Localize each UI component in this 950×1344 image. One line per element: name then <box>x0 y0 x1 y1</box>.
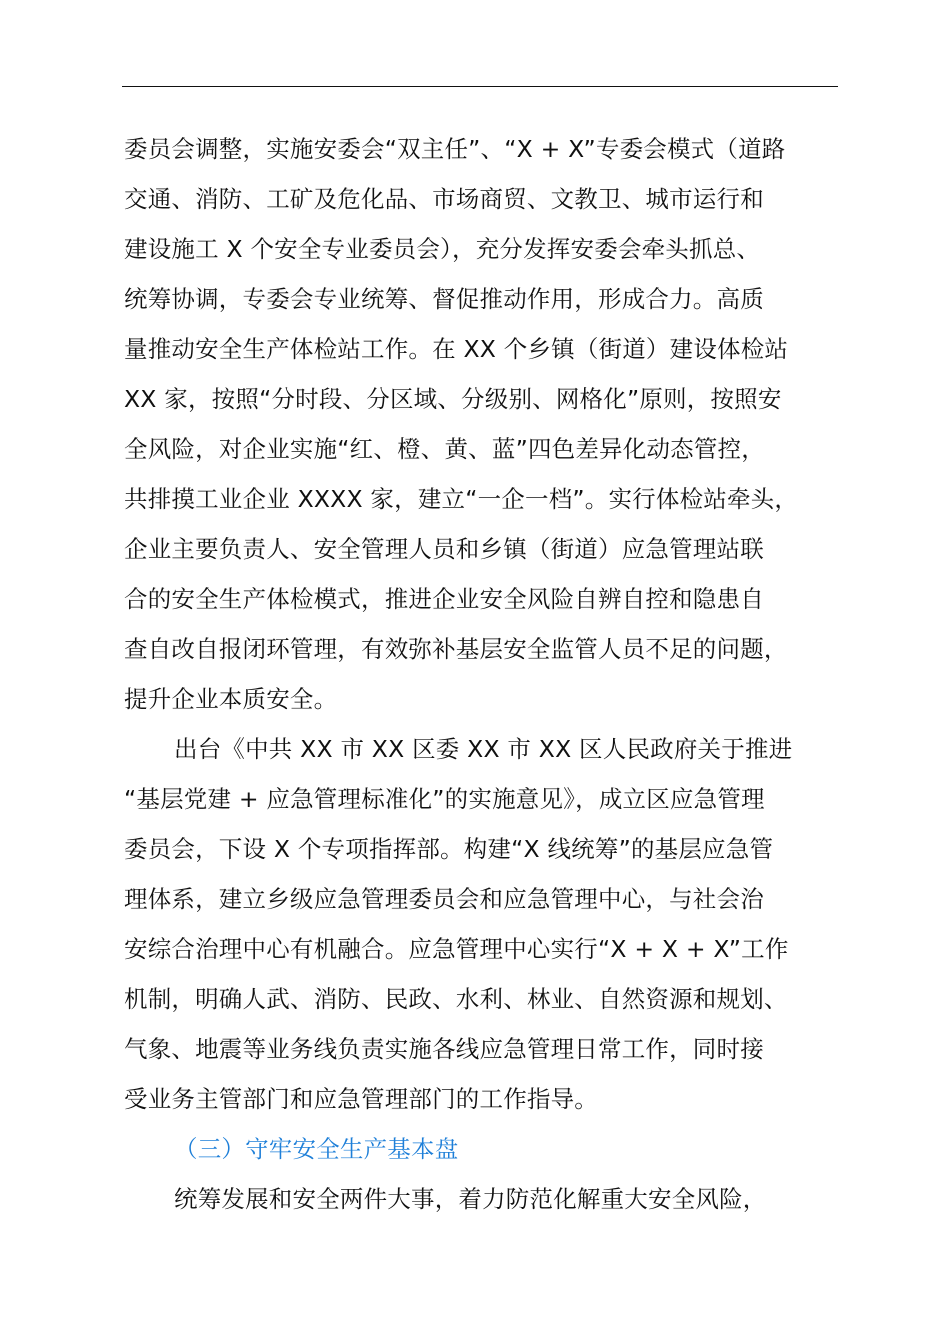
text-line: 共排摸工业企业 XXXX 家，建立“一企一档”。实行体检站牵头， <box>124 485 799 513</box>
text-line: 委员会调整，实施安委会“双主任”、“X + X”专委会模式（道路 <box>124 135 786 163</box>
text-line: 机制，明确人武、消防、民政、水利、林业、自然资源和规划、 <box>124 985 788 1013</box>
text-line: 企业主要负责人、安全管理人员和乡镇（街道）应急管理站联 <box>124 535 764 563</box>
paragraph-2 <box>124 724 860 1124</box>
text-line: 合的安全生产体检模式，推进企业安全风险自辨自控和隐患自 <box>124 585 764 613</box>
text-line: 受业务主管部门和应急管理部门的工作指导。 <box>124 1085 598 1113</box>
text-line: 统筹发展和安全两件大事，着力防范化解重大安全风险， <box>174 1185 767 1213</box>
paragraph-3 <box>124 1174 860 1224</box>
text-line: 委员会，下设 X 个专项指挥部。构建“X 线统筹”的基层应急管 <box>124 835 774 863</box>
text-line: 查自改自报闭环管理，有效弥补基层安全监管人员不足的问题， <box>124 635 788 663</box>
text-line: 全风险，对企业实施“红、橙、黄、蓝”四色差异化动态管控， <box>124 435 765 463</box>
text-line: 气象、地震等业务线负责实施各线应急管理日常工作，同时接 <box>124 1035 764 1063</box>
text-line: “基层党建 + 应急管理标准化”的实施意见》，成立区应急管理 <box>124 785 765 813</box>
paragraph-1 <box>124 124 860 724</box>
text-line: 建设施工 X 个安全专业委员会），充分发挥安委会牵头抓总、 <box>124 235 761 263</box>
header-rule <box>122 86 838 87</box>
document-body <box>124 124 860 1224</box>
text-line: 交通、消防、工矿及危化品、市场商贸、文教卫、城市运行和 <box>124 185 764 213</box>
text-line: 提升企业本质安全。 <box>124 685 338 713</box>
text-line: 出台《中共 XX 市 XX 区委 XX 市 XX 区人民政府关于推进 <box>174 735 793 763</box>
text-line: 量推动安全生产体检站工作。在 XX 个乡镇（街道）建设体检站 <box>124 335 789 363</box>
text-line: 统筹协调，专委会专业统筹、督促推动作用，形成合力。高质 <box>124 285 764 313</box>
text-line: XX 家，按照“分时段、分区域、分级别、网格化”原则，按照安 <box>124 385 782 413</box>
section-heading: （三）守牢安全生产基本盘 <box>174 1135 459 1163</box>
text-line: 安综合治理中心有机融合。应急管理中心实行“X + X + X”工作 <box>124 935 789 963</box>
text-line: 理体系，建立乡级应急管理委员会和应急管理中心，与社会治 <box>124 885 764 913</box>
